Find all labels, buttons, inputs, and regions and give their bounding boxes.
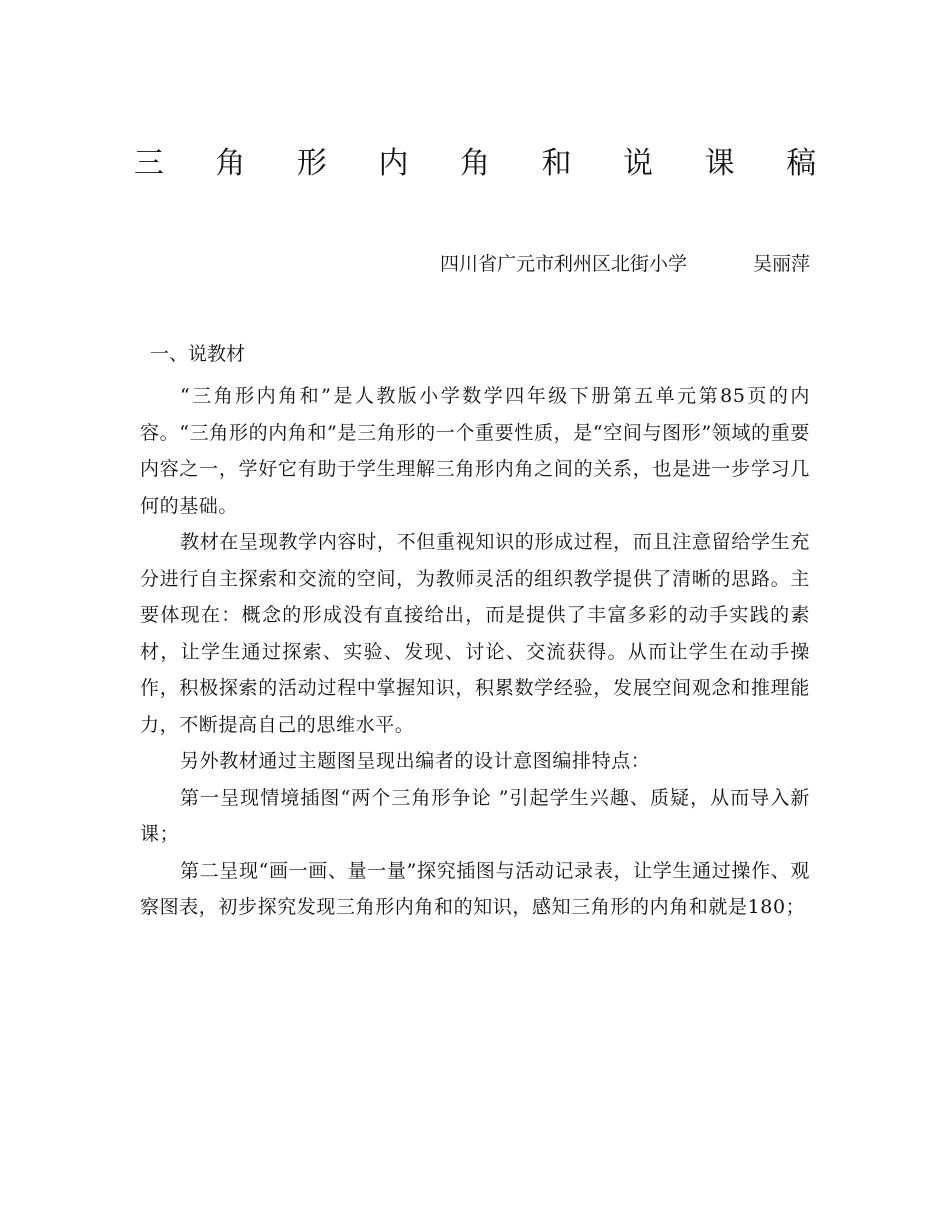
body-text (140, 378, 810, 926)
author-name: 吴丽萍 (752, 253, 810, 275)
paragraph: 第一呈现情境插图“两个三角形争论 ”引起学生兴趣、质疑，从而导入新课； (140, 786, 810, 845)
paragraph: 第二呈现“画一画、量一量”探究插图与活动记录表，让学生通过操作、观察图表，初步探究发现三角形内角和的知识，感知三角形的内角和就是180； (140, 859, 810, 918)
paragraph: “三角形内角和”是人教版小学数学四年级下册第五单元第85页的内容。“三角形的内角和”是三角形的一个重要性质，是“空间与图形”领域的重要内容之一，学好它有助于学生理解三角形内角之间的关系，也是进一步学习几何的基础。 (140, 385, 810, 517)
school-name: 四川省广元市利州区北街小学 (439, 253, 687, 275)
section-heading: 一、说教材 (150, 343, 246, 365)
byline (440, 250, 810, 278)
document-title: 三 角 形 内 角 和 说 课 稿 (133, 146, 838, 181)
paragraph: 教材在呈现教学内容时，不但重视知识的形成过程，而且注意留给学生充分进行自主探索和交流的空间，为教师灵活的组织教学提供了清晰的思路。主要体现在：概念的形成没有直接给出，而是提供了丰富多彩的动手实践的素材，让学生通过探索、实验、发现、讨论、交流获得。从而让学生在动手操作，积极探索的活动过程中掌握知识，积累数学经验，发展空间观念和推理能力，不断提高自己的思维水平。 (140, 531, 810, 736)
paragraph: 另外教材通过主题图呈现出编者的设计意图编排特点： (180, 750, 651, 772)
